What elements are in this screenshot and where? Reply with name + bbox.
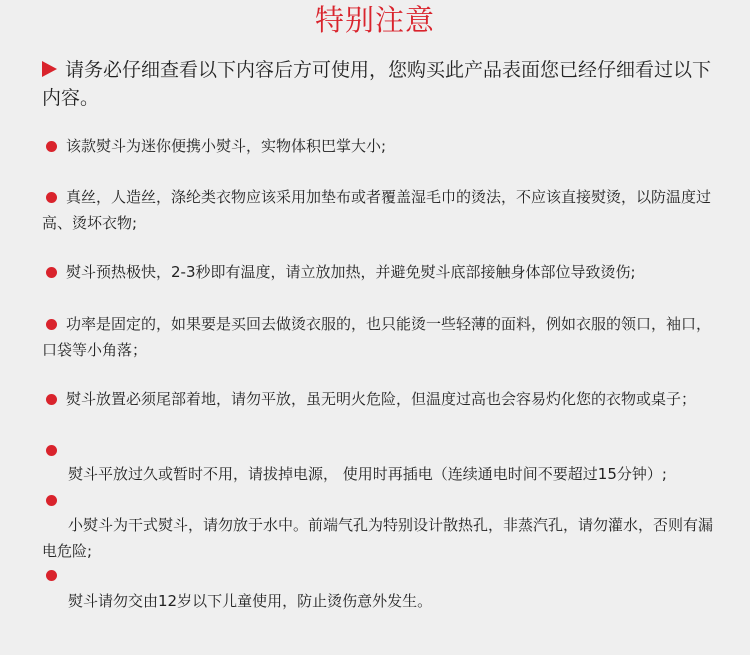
notice-text: 熨斗放置必须尾部着地，请勿平放，虽无明火危险，但温度过高也会容易灼化您的衣物或桌子；	[66, 390, 697, 408]
notice-text: 功率是固定的，如果要是买回去做烫衣服的，也只能烫一些轻薄的面料，例如衣服的领口，袖口，口袋等小角落；	[42, 315, 712, 359]
notice-item	[42, 259, 722, 285]
intro-paragraph	[42, 56, 722, 112]
notice-text: 真丝，人造丝，涤纶类衣物应该采用加垫布或者覆盖湿毛巾的烫法，不应该直接熨烫，以防温度过高、烫坏衣物;	[42, 188, 712, 232]
notice-item	[42, 184, 722, 236]
notice-text: 小熨斗为干式熨斗，请勿放于水中。前端气孔为特别设计散热孔，非蒸汽孔，请勿灌水，否则有漏电危险;	[42, 516, 714, 560]
notice-item	[42, 133, 722, 159]
bullet-dot-icon	[46, 445, 57, 456]
notice-text: 熨斗平放过久或暂时不用，请拔掉电源， 使用时再插电（连续通电时间不要超过15分钟）;	[68, 465, 667, 483]
bullet-dot-icon	[46, 495, 57, 506]
bullet-dot-icon	[46, 192, 57, 203]
bullet-dot-icon	[46, 570, 57, 581]
notice-item	[42, 386, 722, 412]
bullet-dot-icon	[46, 394, 57, 405]
bullet-dot-icon	[46, 319, 57, 330]
play-arrow-icon	[42, 61, 57, 77]
page-title: 特别注意	[314, 3, 435, 37]
bullet-dot-icon	[46, 267, 57, 278]
notice-text: 熨斗请勿交由12岁以下儿童使用，防止烫伤意外发生。	[68, 592, 433, 610]
bullet-dot-icon	[46, 141, 57, 152]
notice-text: 熨斗预热极快，2-3秒即有温度，请立放加热，并避免熨斗底部接触身体部位导致烫伤;	[66, 263, 636, 281]
notice-item	[42, 311, 722, 363]
intro-text: 请务必仔细查看以下内容后方可使用，您购买此产品表面您已经仔细看过以下内容。	[42, 59, 712, 109]
notice-text: 该款熨斗为迷你便携小熨斗，实物体积巴掌大小;	[66, 137, 387, 155]
